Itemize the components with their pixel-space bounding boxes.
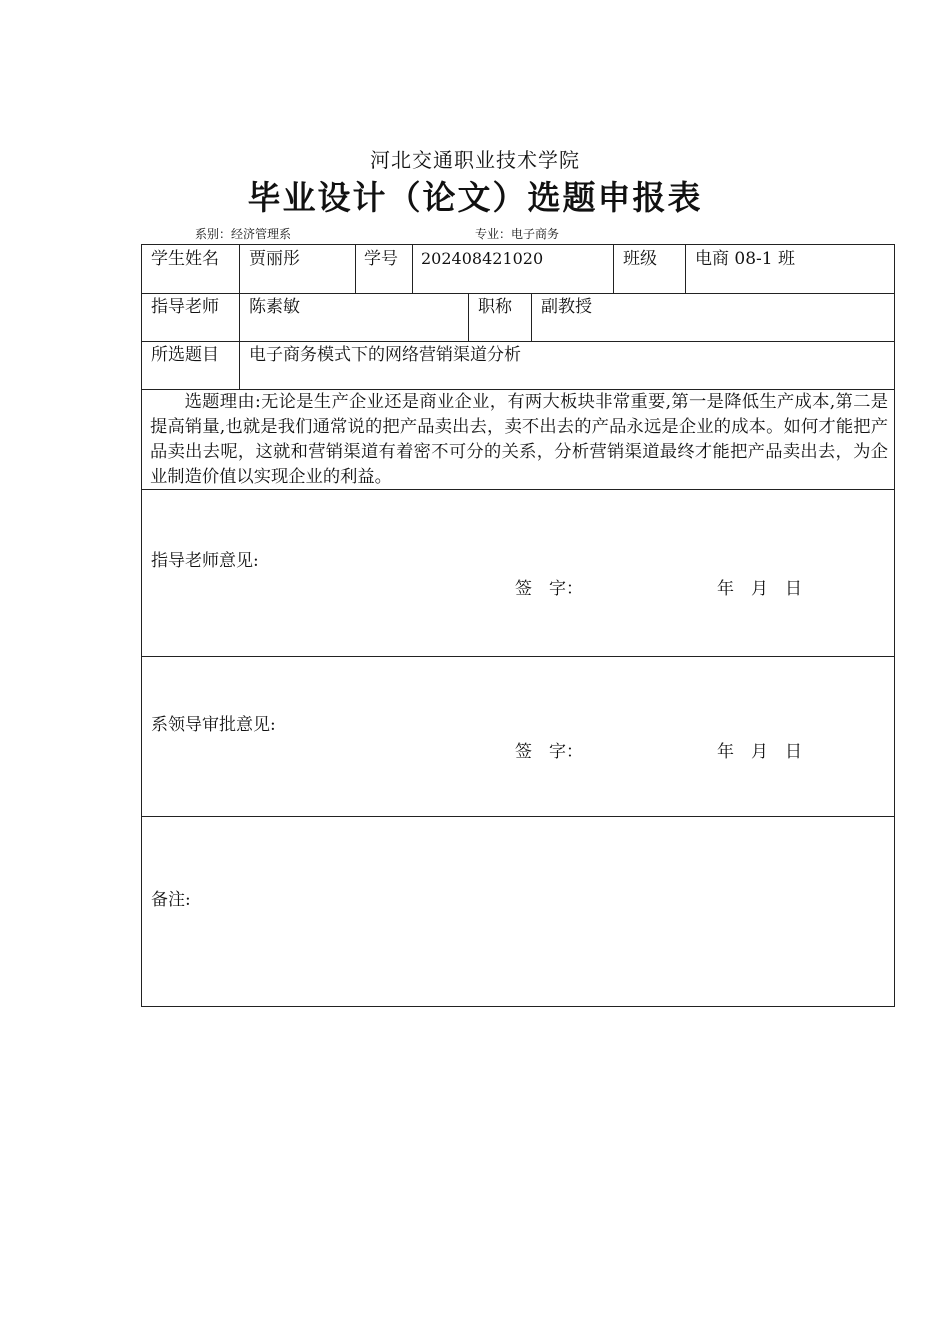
- divider: [412, 244, 413, 294]
- row-advisor-opinion: [141, 489, 895, 657]
- dept-date-label[interactable]: 年 月 日: [717, 742, 802, 762]
- divider: [613, 244, 614, 294]
- divider: [468, 293, 469, 342]
- form-title: 毕业设计（论文）选题申报表: [247, 178, 703, 217]
- rank-label: 职称: [478, 297, 512, 317]
- rank-value[interactable]: 副教授: [541, 297, 592, 317]
- class-value[interactable]: 电商 08-1 班: [695, 249, 795, 269]
- student-name-label: 学生姓名: [151, 249, 219, 269]
- topic-label: 所选题目: [151, 345, 219, 365]
- student-name-value[interactable]: 贾丽彤: [249, 249, 300, 269]
- advisor-value[interactable]: 陈素敏: [249, 297, 300, 317]
- student-id-label: 学号: [364, 249, 398, 269]
- divider: [239, 341, 240, 390]
- topic-reason-text[interactable]: 选题理由:无论是生产企业还是商业企业，有两大板块非常重要,第一是降低生产成本,第二是提高销量,也就是我们通常说的把产品卖出去，卖不出去的产品永远是企业的成本。如何才能把产品卖出去呢，这就和营销渠道有着密不可分的关系，分析营销渠道最终才能把产品卖出去，为企业制造价值以实现企业的利益。: [150, 392, 888, 487]
- class-label: 班级: [623, 249, 657, 269]
- advisor-date-label[interactable]: 年 月 日: [717, 579, 802, 599]
- student-id-value[interactable]: 202408421020: [421, 249, 544, 268]
- department-label: 系别：经济管理系: [195, 227, 292, 241]
- divider: [531, 293, 532, 342]
- advisor-opinion-label: 指导老师意见:: [151, 551, 259, 571]
- remarks-label: 备注:: [151, 890, 191, 910]
- advisor-signature-label[interactable]: 签 字：: [515, 579, 583, 599]
- major-label: 专业：电子商务: [475, 227, 560, 241]
- divider: [239, 244, 240, 294]
- divider: [239, 293, 240, 342]
- dept-signature-label[interactable]: 签 字：: [515, 742, 583, 762]
- divider: [685, 244, 686, 294]
- dept-approval-label: 系领导审批意见:: [151, 715, 276, 735]
- school-name: 河北交通职业技术学院: [370, 148, 580, 172]
- advisor-label: 指导老师: [151, 297, 219, 317]
- divider: [355, 244, 356, 294]
- row-remarks: [141, 816, 895, 1007]
- topic-value[interactable]: 电子商务模式下的网络营销渠道分析: [249, 345, 521, 365]
